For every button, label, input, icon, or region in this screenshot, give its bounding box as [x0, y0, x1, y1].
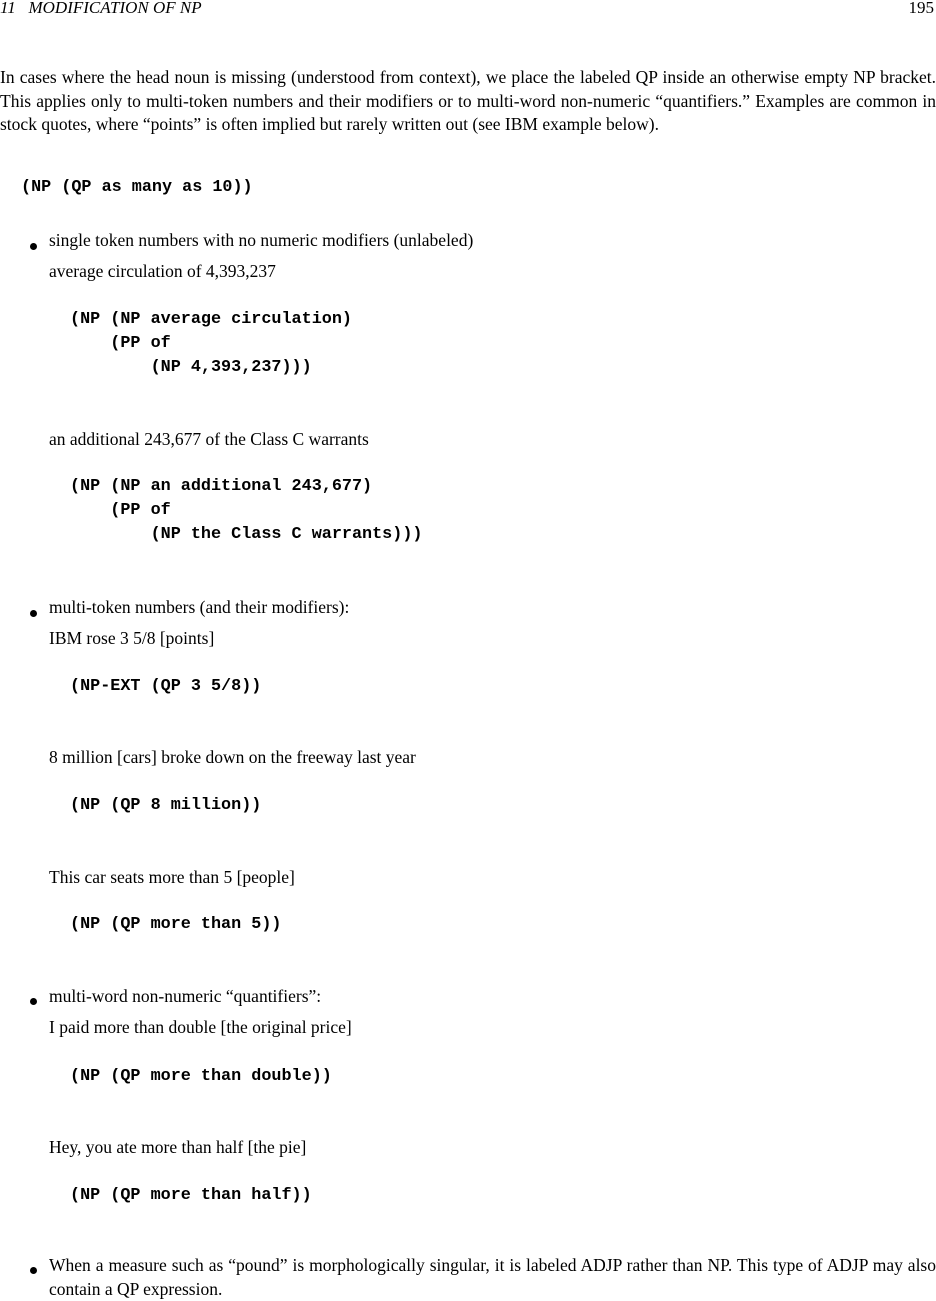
tree-line: (NP (QP 8 million)) [70, 796, 262, 815]
bullet-heading: When a measure such as “pound” is morphologically singular, it is labeled ADJP rather than NP. This type of ADJP may also contain a QP expression. [49, 1255, 936, 1299]
section-header: 11 MODIFICATION OF NP [0, 0, 202, 17]
bullet-icon [30, 998, 37, 1005]
example-sentence: an additional 243,677 of the Class C warrants [49, 429, 369, 449]
example-sentence: This car seats more than 5 [people] [49, 867, 295, 887]
bullet-heading: single token numbers with no numeric modifiers (unlabeled) [49, 230, 474, 250]
tree-line: (NP (QP more than 5)) [70, 915, 282, 934]
tree-line: (NP (QP more than half)) [70, 1186, 312, 1205]
tree-line: (NP (NP average circulation) [70, 310, 352, 329]
example-sentence: 8 million [cars] broke down on the freeway last year [49, 747, 416, 767]
bullet-heading: multi-word non-numeric “quantifiers”: [49, 986, 322, 1006]
tree-line: (NP-EXT (QP 3 5/8)) [70, 677, 262, 696]
example-sentence: IBM rose 3 5/8 [points] [49, 628, 215, 648]
tree-line: (PP of [70, 334, 171, 353]
intro-paragraph: In cases where the head noun is missing (understood from context), we place the labeled QP inside an otherwise empty NP bracket. This applies only to multi-token numbers and their modifiers or to multi-word non-numeric “quantifiers.” Examples are common in stock quotes, where “points” is often implied but rarely written out (see IBM example below). [0, 67, 936, 134]
example-sentence: I paid more than double [the original price] [49, 1017, 352, 1037]
bullet-icon [30, 1267, 37, 1274]
tree-line: (NP the Class C warrants))) [70, 525, 423, 544]
tree-line: (NP 4,393,237))) [70, 358, 312, 377]
bullet-icon [30, 610, 37, 617]
bullet-heading: multi-token numbers (and their modifiers): [49, 597, 350, 617]
intro-example-tree: (NP (QP as many as 10)) [21, 178, 253, 197]
tree-line: (PP of [70, 501, 171, 520]
example-sentence: Hey, you ate more than half [the pie] [49, 1137, 307, 1157]
page-number: 195 [908, 0, 934, 17]
tree-line: (NP (QP more than double)) [70, 1067, 332, 1086]
example-sentence: average circulation of 4,393,237 [49, 261, 276, 281]
tree-line: (NP (NP an additional 243,677) [70, 477, 373, 496]
bullet-icon [30, 243, 37, 250]
